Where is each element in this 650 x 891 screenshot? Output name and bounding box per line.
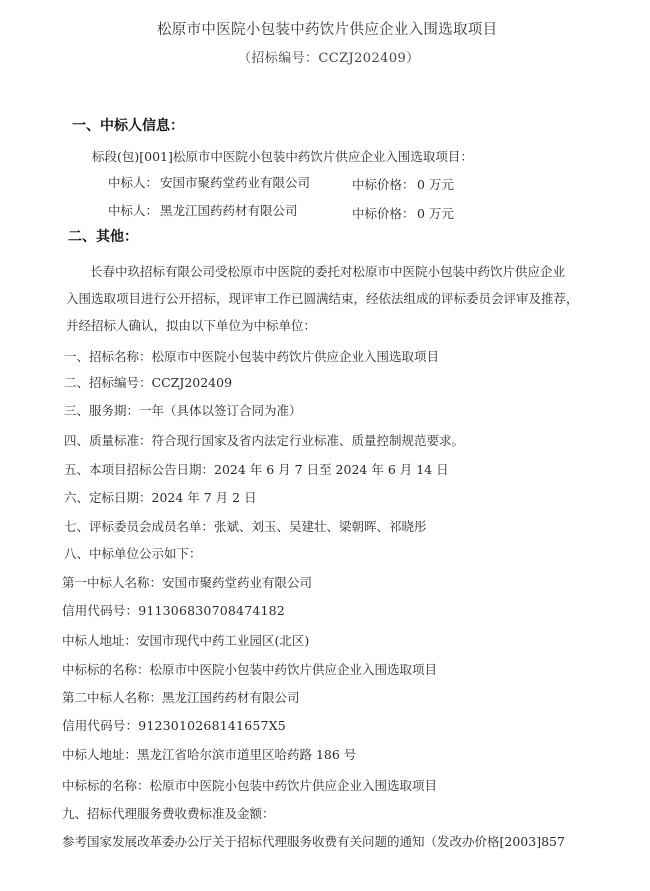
- intro-line-1: 长春中玖招标有限公司受松原市中医院的委托对松原市中医院小包装中药饮片供应企业: [90, 264, 566, 279]
- winner-1-label: 中标人：: [108, 175, 159, 190]
- detail-second-winner-subject: 中标标的名称：松原市中医院小包装中药饮片供应企业入围选取项目: [62, 778, 438, 793]
- winner-1-name: 安国市聚药堂药业有限公司: [160, 175, 311, 190]
- detail-second-winner-address: 中标人地址：黑龙江省哈尔滨市道里区哈药路 186 号: [62, 747, 357, 762]
- document-title: 松原市中医院小包装中药饮片供应企业入围选取项目: [157, 22, 498, 38]
- item-5: 五、本项目招标公告日期：2024 年 6 月 7 日至 2024 年 6 月 14 日: [64, 462, 449, 477]
- item-1: 一、招标名称：松原市中医院小包装中药饮片供应企业入围选取项目: [64, 349, 440, 364]
- intro-line-3: 并经招标人确认，拟由以下单位为中标单位：: [66, 318, 317, 333]
- detail-second-winner-credit-code: 信用代码号：912301026814165​7X5: [62, 718, 286, 733]
- item-3: 三、服务期：一年（具体以签订合同为准）: [64, 403, 302, 418]
- detail-first-winner-address: 中标人地址：安国市现代中药工业园区(北区): [62, 633, 310, 648]
- item-6: 六、定标日期：2024 年 7 月 2 日: [64, 490, 257, 505]
- winner-1-price: 0 万元: [417, 177, 454, 192]
- winner-2-name: 黑龙江国药药材有限公司: [160, 203, 298, 218]
- item-2: 二、招标编号：CCZJ202409: [64, 375, 233, 390]
- detail-first-winner-name: 第一中标人名称：安国市聚药堂药业有限公司: [62, 575, 313, 590]
- item-7: 七、评标委员会成员名单：张斌、刘玉、吴建壮、梁朝晖、祁晓彤: [64, 519, 427, 534]
- detail-first-winner-credit-code: 信用代码号：91130683070847418​2: [62, 603, 285, 618]
- winner-2-label: 中标人：: [108, 203, 159, 218]
- intro-line-2: 入围选取项目进行公开招标，现评审工作已圆满结束，经依法组成的评标委员会评审及推荐，: [66, 291, 579, 306]
- lot-line: 标段(包)[001]松原市中医院小包装中药饮片供应企业入围选取项目：: [92, 149, 473, 164]
- fee-reference-line: 参考国家发展改革委办公厅关于招标代理服务收费有关问题的通知（发改办价格[2003]857: [62, 834, 565, 849]
- section-heading-other: 二、其他：: [68, 229, 138, 245]
- detail-second-winner-name: 第二中标人名称：黑龙江国药药材有限公司: [62, 690, 300, 705]
- item-9: 九、招标代理服务费收费标准及金额：: [62, 806, 275, 821]
- document-subtitle: （招标编号：CCZJ202409）: [238, 51, 420, 66]
- winner-2-price: 0 万元: [417, 206, 454, 221]
- winner-2-price-label: 中标价格：: [352, 206, 415, 221]
- winner-1-price-label: 中标价格：: [352, 177, 415, 192]
- item-4: 四、质量标准：符合现行国家及省内法定行业标准、质量控制规范要求。: [64, 433, 465, 448]
- item-8: 八、中标单位公示如下：: [64, 546, 202, 561]
- section-heading-winner-info: 一、中标人信息：: [72, 118, 184, 134]
- detail-first-winner-subject: 中标标的名称：松原市中医院小包装中药饮片供应企业入围选取项目: [62, 662, 438, 677]
